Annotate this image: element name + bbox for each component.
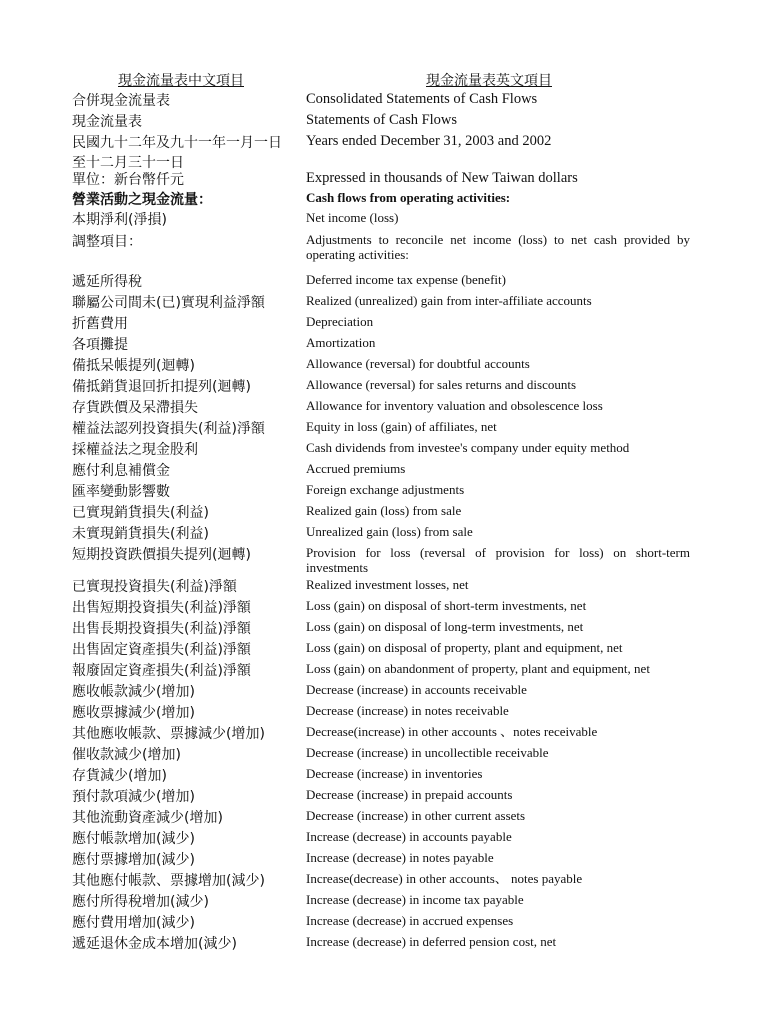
chinese-term: 合併現金流量表 [72,93,170,109]
chinese-term: 調整項目： [72,234,142,250]
english-term: Equity in loss (gain) of affiliates, net [306,419,497,434]
english-term: Cash dividends from investee's company under equity method [306,440,630,455]
chinese-term: 備抵呆帳提列(迴轉) [72,358,195,374]
english-term: Loss (gain) on disposal of short-term investments, net [306,598,587,613]
chinese-term: 單位：新台幣仟元 [72,172,184,188]
english-term: Increase (decrease) in notes payable [306,850,494,865]
english-term: Increase (decrease) in income tax payable [306,892,524,907]
english-term: Loss (gain) on disposal of property, plant and equipment, net [306,640,623,655]
english-term: Increase(decrease) in other accounts、 notes payable [306,871,583,886]
chinese-term: 出售長期投資損失(利益)淨額 [72,621,251,637]
chinese-term: 催收款減少(增加) [72,747,181,763]
chinese-term: 採權益法之現金股利 [72,442,198,458]
english-term: Statements of Cash Flows [306,112,458,128]
chinese-term: 匯率變動影響數 [72,484,170,500]
english-term: Decrease (increase) in uncollectible receivable [306,745,549,760]
chinese-term: 應收票據減少(增加) [72,705,195,721]
chinese-term: 存貨減少(增加) [72,768,167,784]
english-term: Foreign exchange adjustments [306,482,465,497]
english-term: Deferred income tax expense (benefit) [306,272,506,287]
chinese-term: 應付票據增加(減少) [72,852,195,868]
chinese-term: 已實現銷貨損失(利益) [72,505,209,521]
english-term: Decrease (increase) in inventories [306,766,483,781]
chinese-term: 權益法認列投資損失(利益)淨額 [72,421,265,437]
english-term: Allowance (reversal) for sales returns and discounts [306,377,577,392]
english-term: Allowance (reversal) for doubtful accounts [306,356,530,371]
english-column-header: 現金流量表英文項目 [426,73,552,89]
chinese-column-header: 現金流量表中文項目 [118,73,244,89]
english-term: Increase (decrease) in accounts payable [306,829,512,844]
english-term: Provision for loss (reversal of provision for loss) on short-term investments [306,545,690,575]
chinese-term: 備抵銷貨退回折扣提列(迴轉) [72,379,251,395]
chinese-term: 存貨跌價及呆滯損失 [72,400,198,416]
english-term: Realized (unrealized) gain from inter-affiliate accounts [306,293,592,308]
english-term: Net income (loss) [306,210,399,225]
english-term: Adjustments to reconcile net income (loss) to net cash provided by operating activities: [306,232,690,262]
english-term: Loss (gain) on disposal of long-term investments, net [306,619,584,634]
chinese-term: 其他應付帳款、票據增加(減少) [72,873,265,889]
chinese-term: 現金流量表 [72,114,142,130]
chinese-term: 遞延退休金成本增加(減少) [72,936,237,952]
chinese-term: 遞延所得稅 [72,274,142,290]
chinese-term: 營業活動之現金流量： [72,192,212,208]
chinese-term: 本期淨利(淨損) [72,212,167,228]
english-term: Years ended December 31, 2003 and 2002 [306,133,552,149]
english-term: Decrease (increase) in accounts receivable [306,682,527,697]
chinese-term: 出售固定資產損失(利益)淨額 [72,642,251,658]
english-term: Amortization [306,335,376,350]
english-term: Allowance for inventory valuation and obsolescence loss [306,398,603,413]
chinese-term: 已實現投資損失(利益)淨額 [72,579,237,595]
english-term: Cash flows from operating activities: [306,190,511,205]
chinese-term: 應收帳款減少(增加) [72,684,195,700]
english-term: Increase (decrease) in accrued expenses [306,913,514,928]
chinese-term: 預付款項減少(增加) [72,789,195,805]
chinese-term: 出售短期投資損失(利益)淨額 [72,600,251,616]
english-term: Unrealized gain (loss) from sale [306,524,473,539]
english-term: Realized gain (loss) from sale [306,503,462,518]
chinese-term: 其他應收帳款、票據減少(增加) [72,726,265,742]
english-term: Decrease (increase) in prepaid accounts [306,787,513,802]
chinese-term: 其他流動資產減少(增加) [72,810,223,826]
english-term: Realized investment losses, net [306,577,469,592]
chinese-term: 應付費用增加(減少) [72,915,195,931]
english-term: Accrued premiums [306,461,406,476]
chinese-term: 應付利息補償金 [72,463,170,479]
chinese-term: 折舊費用 [72,316,128,332]
english-term: Consolidated Statements of Cash Flows [306,91,538,107]
english-term: Decrease (increase) in other current assets [306,808,526,823]
chinese-term: 聯屬公司間未(已)實現利益淨額 [72,295,265,311]
english-term: Increase (decrease) in deferred pension cost, net [306,934,557,949]
chinese-term: 應付所得稅增加(減少) [72,894,209,910]
chinese-term: 應付帳款增加(減少) [72,831,195,847]
english-term: Depreciation [306,314,374,329]
chinese-term: 報廢固定資產損失(利益)淨額 [72,663,251,679]
english-term: Expressed in thousands of New Taiwan dollars [306,170,578,186]
english-term: Loss (gain) on abandonment of property, plant and equipment, net [306,661,650,676]
chinese-term: 民國九十二年及九十一年一月一日至十二月三十一日 [72,135,282,171]
english-term: Decrease(increase) in other accounts 、notes receivable [306,724,598,739]
chinese-term: 未實現銷貨損失(利益) [72,526,209,542]
english-term: Decrease (increase) in notes receivable [306,703,509,718]
chinese-term: 短期投資跌價損失提列(迴轉) [72,547,251,563]
chinese-term: 各項攤提 [72,337,128,353]
